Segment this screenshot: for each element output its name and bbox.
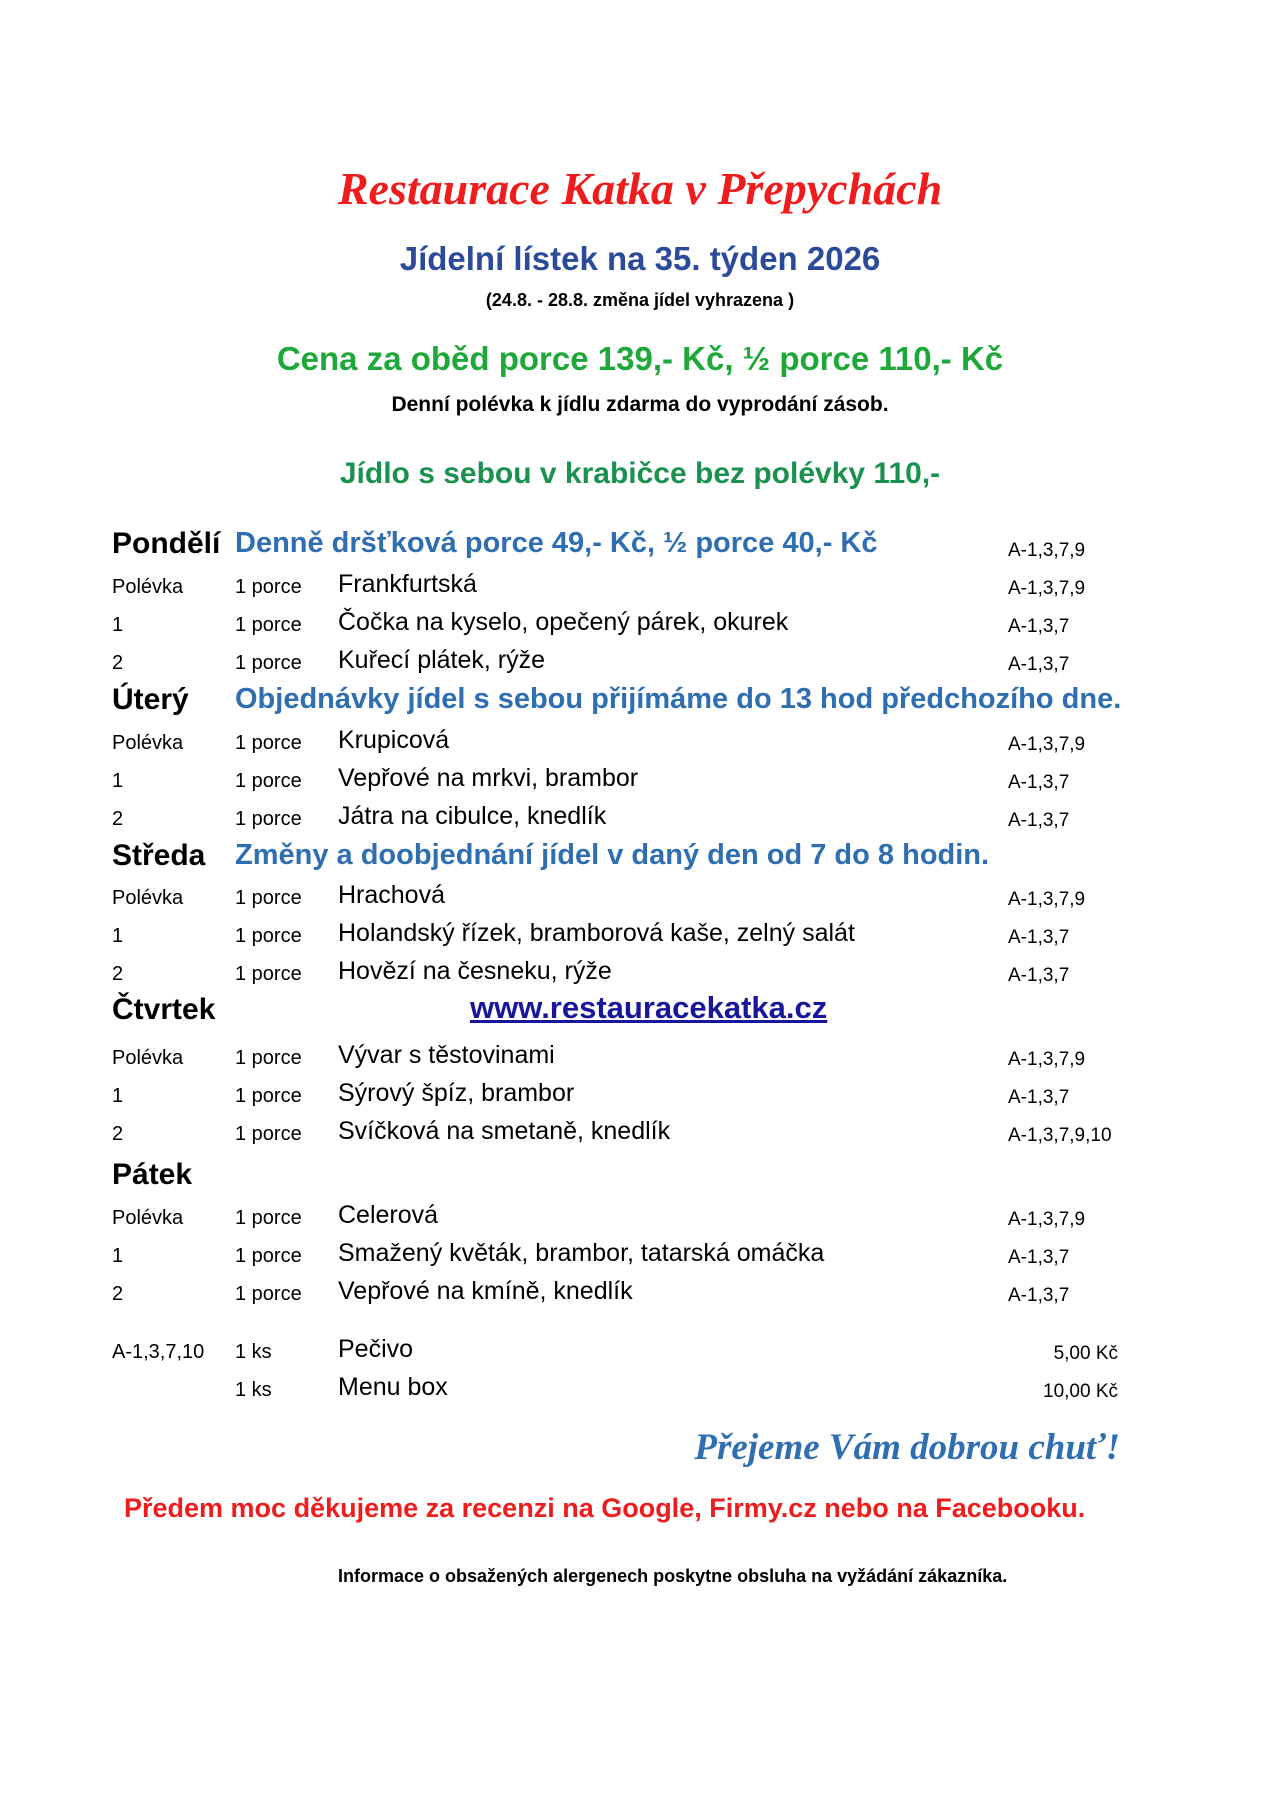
dish-name: Sýrový špíz, brambor — [338, 1079, 575, 1107]
row-label: Polévka — [112, 732, 184, 754]
portion: 1 porce — [235, 576, 302, 598]
extra-price: 5,00 Kč — [1053, 1343, 1118, 1364]
row-label: 2 — [112, 652, 124, 674]
row-label: 1 — [112, 1085, 124, 1107]
dish-name: Vývar s těstovinami — [338, 1041, 555, 1069]
allergens: A-1,3,7 — [1008, 1087, 1070, 1108]
portion: 1 porce — [235, 808, 302, 830]
takeaway-price: Jídlo s sebou v krabičce bez polévky 110,- — [339, 457, 941, 490]
soup-free-note: Denní polévka k jídlu zdarma do vyprodání zásob. — [391, 393, 889, 416]
extra-allergens: A-1,3,7,10 — [112, 1341, 205, 1363]
row-label: 1 — [112, 770, 124, 792]
dish-name: Krupicová — [338, 726, 450, 754]
day-name: Středa — [112, 839, 206, 872]
allergens: A-1,3,7,9,10 — [1008, 1125, 1112, 1146]
row-label: 1 — [112, 925, 124, 947]
row-label: Polévka — [112, 887, 184, 909]
allergens: A-1,3,7,9 — [1008, 1209, 1086, 1230]
website-link[interactable]: www.restauracekatka.cz — [470, 990, 828, 1025]
day-name: Čtvrtek — [112, 993, 216, 1026]
note-allergens: A-1,3,7,9 — [1008, 540, 1086, 561]
portion: 1 porce — [235, 887, 302, 909]
allergens: A-1,3,7,9 — [1008, 1049, 1086, 1070]
allergen-info: Informace o obsažených alergenech poskytne obsluha na vyžádání zákazníka. — [338, 1566, 1008, 1586]
allergens: A-1,3,7,9 — [1008, 734, 1086, 755]
dish-name: Čočka na kyselo, opečený párek, okurek — [338, 608, 789, 636]
portion: 1 porce — [235, 1207, 302, 1229]
day-name: Pátek — [112, 1158, 193, 1191]
allergens: A-1,3,7 — [1008, 654, 1070, 675]
allergens: A-1,3,7 — [1008, 616, 1070, 637]
allergens: A-1,3,7 — [1008, 772, 1070, 793]
row-label: 2 — [112, 963, 124, 985]
bon-appetit-message: Přejeme Vám dobrou chuť! — [694, 1427, 1120, 1468]
portion: 1 porce — [235, 1123, 302, 1145]
lunch-price: Cena za oběd porce 139,- Kč, ½ porce 110,- Kč — [276, 340, 1004, 377]
dish-name: Holandský řízek, bramborová kaše, zelný salát — [338, 919, 855, 947]
day-note: Objednávky jídel s sebou přijímáme do 13 hod předchozího dne. — [235, 683, 1122, 715]
restaurant-title: Restaurace Katka v Přepychách — [337, 163, 943, 214]
dish-name: Hovězí na česneku, rýže — [338, 957, 612, 985]
dish-name: Smažený květák, brambor, tatarská omáčka — [338, 1239, 825, 1267]
row-label: Polévka — [112, 1207, 184, 1229]
review-request: Předem moc děkujeme za recenzi na Google, Firmy.cz nebo na Facebooku. — [124, 1493, 1086, 1523]
row-label: Polévka — [112, 576, 184, 598]
extra-quantity: 1 ks — [235, 1341, 272, 1363]
portion: 1 porce — [235, 1047, 302, 1069]
extra-item: Menu box — [338, 1373, 448, 1401]
row-label: 1 — [112, 1245, 124, 1267]
day-note: Denně dršťková porce 49,- Kč, ½ porce 40,- Kč — [235, 527, 878, 559]
dish-name: Svíčková na smetaně, knedlík — [338, 1117, 671, 1145]
menu-week-heading: Jídelní lístek na 35. týden 2026 — [399, 240, 881, 277]
day-note: Změny a doobjednání jídel v daný den od 7 do 8 hodin. — [235, 839, 990, 871]
row-label: 1 — [112, 614, 124, 636]
row-label: 2 — [112, 1283, 124, 1305]
day-name: Úterý — [112, 683, 189, 716]
dish-name: Vepřové na kmíně, knedlík — [338, 1277, 633, 1305]
allergens: A-1,3,7 — [1008, 1247, 1070, 1268]
portion: 1 porce — [235, 1283, 302, 1305]
dish-name: Kuřecí plátek, rýže — [338, 646, 546, 674]
portion: 1 porce — [235, 925, 302, 947]
allergens: A-1,3,7 — [1008, 1285, 1070, 1306]
allergens: A-1,3,7,9 — [1008, 889, 1086, 910]
extra-quantity: 1 ks — [235, 1379, 272, 1401]
row-label: 2 — [112, 808, 124, 830]
portion: 1 porce — [235, 652, 302, 674]
dish-name: Játra na cibulce, knedlík — [338, 802, 607, 830]
extra-item: Pečivo — [338, 1335, 414, 1363]
dish-name: Hrachová — [338, 881, 445, 909]
menu-dates-note: (24.8. - 28.8. změna jídel vyhrazena ) — [485, 290, 795, 310]
row-label: Polévka — [112, 1047, 184, 1069]
portion: 1 porce — [235, 614, 302, 636]
extra-price: 10,00 Kč — [1043, 1381, 1118, 1402]
dish-name: Frankfurtská — [338, 570, 477, 598]
portion: 1 porce — [235, 963, 302, 985]
portion: 1 porce — [235, 1085, 302, 1107]
portion: 1 porce — [235, 732, 302, 754]
allergens: A-1,3,7 — [1008, 810, 1070, 831]
portion: 1 porce — [235, 770, 302, 792]
portion: 1 porce — [235, 1245, 302, 1267]
dish-name: Celerová — [338, 1201, 439, 1229]
row-label: 2 — [112, 1123, 124, 1145]
dish-name: Vepřové na mrkvi, brambor — [338, 764, 639, 792]
day-name: Pondělí — [112, 527, 221, 560]
allergens: A-1,3,7,9 — [1008, 578, 1086, 599]
allergens: A-1,3,7 — [1008, 927, 1070, 948]
allergens: A-1,3,7 — [1008, 965, 1070, 986]
